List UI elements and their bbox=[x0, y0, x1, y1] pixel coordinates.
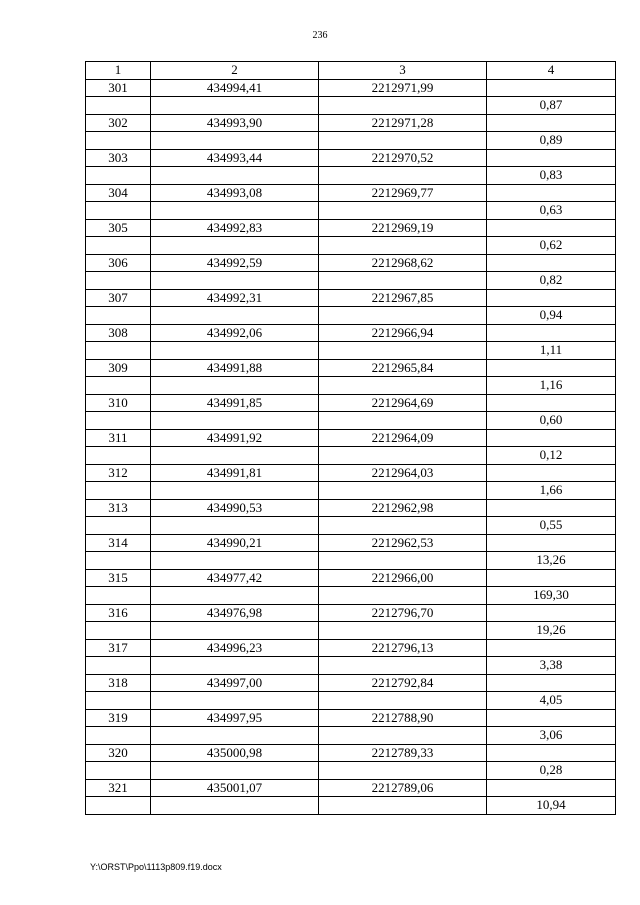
empty-cell bbox=[86, 552, 151, 570]
x-coordinate-cell: 434991,92 bbox=[151, 429, 319, 447]
segment-length-cell: 13,26 bbox=[487, 552, 616, 570]
empty-cell bbox=[319, 202, 487, 220]
empty-cell bbox=[319, 97, 487, 115]
empty-cell bbox=[319, 517, 487, 535]
table-row bbox=[86, 394, 616, 412]
segment-length-cell: 0,28 bbox=[487, 762, 616, 780]
footer-file-path: Y:\ORST\Ppo\1113p809.f19.docx bbox=[90, 862, 222, 872]
empty-cell bbox=[319, 237, 487, 255]
point-number-cell: 318 bbox=[86, 674, 151, 692]
point-number-cell: 307 bbox=[86, 289, 151, 307]
empty-cell bbox=[151, 552, 319, 570]
y-coordinate-cell: 2212796,13 bbox=[319, 639, 487, 657]
empty-cell bbox=[151, 307, 319, 325]
x-coordinate-cell: 434991,85 bbox=[151, 394, 319, 412]
y-coordinate-cell: 2212969,77 bbox=[319, 184, 487, 202]
table-row bbox=[86, 114, 616, 132]
segment-row bbox=[86, 272, 616, 290]
point-number-cell: 303 bbox=[86, 149, 151, 167]
empty-cell bbox=[86, 412, 151, 430]
empty-cell bbox=[319, 762, 487, 780]
empty-cell bbox=[487, 254, 616, 272]
table-row bbox=[86, 709, 616, 727]
empty-cell bbox=[151, 727, 319, 745]
empty-cell bbox=[319, 377, 487, 395]
segment-length-cell: 0,83 bbox=[487, 167, 616, 185]
empty-cell bbox=[151, 517, 319, 535]
table-header-row bbox=[86, 62, 616, 80]
empty-cell bbox=[86, 657, 151, 675]
segment-row bbox=[86, 202, 616, 220]
segment-row bbox=[86, 307, 616, 325]
table-row bbox=[86, 79, 616, 97]
empty-cell bbox=[487, 184, 616, 202]
segment-length-cell: 0,55 bbox=[487, 517, 616, 535]
point-number-cell: 310 bbox=[86, 394, 151, 412]
empty-cell bbox=[151, 272, 319, 290]
column-header-2: 2 bbox=[151, 62, 319, 80]
table-row bbox=[86, 779, 616, 797]
table-row bbox=[86, 464, 616, 482]
empty-cell bbox=[487, 394, 616, 412]
point-number-cell: 306 bbox=[86, 254, 151, 272]
empty-cell bbox=[151, 342, 319, 360]
x-coordinate-cell: 434993,08 bbox=[151, 184, 319, 202]
y-coordinate-cell: 2212792,84 bbox=[319, 674, 487, 692]
x-coordinate-cell: 435000,98 bbox=[151, 744, 319, 762]
point-number-cell: 312 bbox=[86, 464, 151, 482]
empty-cell bbox=[319, 167, 487, 185]
segment-row bbox=[86, 797, 616, 815]
x-coordinate-cell: 434992,59 bbox=[151, 254, 319, 272]
point-number-cell: 319 bbox=[86, 709, 151, 727]
y-coordinate-cell: 2212964,09 bbox=[319, 429, 487, 447]
y-coordinate-cell: 2212970,52 bbox=[319, 149, 487, 167]
point-number-cell: 317 bbox=[86, 639, 151, 657]
segment-row bbox=[86, 377, 616, 395]
segment-row bbox=[86, 517, 616, 535]
segment-length-cell: 0,87 bbox=[487, 97, 616, 115]
empty-cell bbox=[86, 237, 151, 255]
empty-cell bbox=[319, 482, 487, 500]
empty-cell bbox=[86, 727, 151, 745]
segment-length-cell: 1,16 bbox=[487, 377, 616, 395]
empty-cell bbox=[151, 97, 319, 115]
empty-cell bbox=[319, 342, 487, 360]
segment-length-cell: 0,12 bbox=[487, 447, 616, 465]
x-coordinate-cell: 434990,21 bbox=[151, 534, 319, 552]
segment-row bbox=[86, 482, 616, 500]
segment-row bbox=[86, 622, 616, 640]
empty-cell bbox=[151, 692, 319, 710]
empty-cell bbox=[319, 657, 487, 675]
y-coordinate-cell: 2212789,33 bbox=[319, 744, 487, 762]
empty-cell bbox=[86, 762, 151, 780]
segment-row bbox=[86, 97, 616, 115]
segment-row bbox=[86, 237, 616, 255]
table-row bbox=[86, 184, 616, 202]
segment-row bbox=[86, 342, 616, 360]
point-number-cell: 313 bbox=[86, 499, 151, 517]
empty-cell bbox=[151, 482, 319, 500]
empty-cell bbox=[86, 97, 151, 115]
y-coordinate-cell: 2212971,99 bbox=[319, 79, 487, 97]
empty-cell bbox=[151, 167, 319, 185]
empty-cell bbox=[151, 447, 319, 465]
segment-length-cell: 0,89 bbox=[487, 132, 616, 150]
segment-row bbox=[86, 447, 616, 465]
x-coordinate-cell: 434991,88 bbox=[151, 359, 319, 377]
column-header-1: 1 bbox=[86, 62, 151, 80]
y-coordinate-cell: 2212966,94 bbox=[319, 324, 487, 342]
point-number-cell: 301 bbox=[86, 79, 151, 97]
empty-cell bbox=[487, 674, 616, 692]
column-header-4: 4 bbox=[487, 62, 616, 80]
empty-cell bbox=[86, 132, 151, 150]
empty-cell bbox=[487, 534, 616, 552]
point-number-cell: 302 bbox=[86, 114, 151, 132]
empty-cell bbox=[151, 587, 319, 605]
y-coordinate-cell: 2212962,98 bbox=[319, 499, 487, 517]
empty-cell bbox=[86, 797, 151, 815]
point-number-cell: 321 bbox=[86, 779, 151, 797]
segment-row bbox=[86, 167, 616, 185]
empty-cell bbox=[86, 377, 151, 395]
empty-cell bbox=[86, 517, 151, 535]
segment-length-cell: 0,62 bbox=[487, 237, 616, 255]
empty-cell bbox=[487, 114, 616, 132]
segment-length-cell: 1,66 bbox=[487, 482, 616, 500]
empty-cell bbox=[86, 482, 151, 500]
empty-cell bbox=[319, 447, 487, 465]
empty-cell bbox=[151, 622, 319, 640]
empty-cell bbox=[86, 307, 151, 325]
segment-length-cell: 3,06 bbox=[487, 727, 616, 745]
table-row bbox=[86, 534, 616, 552]
x-coordinate-cell: 434992,06 bbox=[151, 324, 319, 342]
empty-cell bbox=[319, 587, 487, 605]
table-row bbox=[86, 254, 616, 272]
empty-cell bbox=[86, 587, 151, 605]
empty-cell bbox=[319, 692, 487, 710]
segment-row bbox=[86, 657, 616, 675]
table-row bbox=[86, 149, 616, 167]
y-coordinate-cell: 2212964,03 bbox=[319, 464, 487, 482]
x-coordinate-cell: 434992,83 bbox=[151, 219, 319, 237]
empty-cell bbox=[86, 167, 151, 185]
x-coordinate-cell: 434996,23 bbox=[151, 639, 319, 657]
x-coordinate-cell: 434997,95 bbox=[151, 709, 319, 727]
point-number-cell: 305 bbox=[86, 219, 151, 237]
empty-cell bbox=[151, 202, 319, 220]
y-coordinate-cell: 2212968,62 bbox=[319, 254, 487, 272]
table-row bbox=[86, 674, 616, 692]
segment-row bbox=[86, 692, 616, 710]
empty-cell bbox=[487, 499, 616, 517]
table-row bbox=[86, 289, 616, 307]
table-row bbox=[86, 324, 616, 342]
empty-cell bbox=[487, 604, 616, 622]
y-coordinate-cell: 2212969,19 bbox=[319, 219, 487, 237]
empty-cell bbox=[487, 359, 616, 377]
table-body bbox=[86, 79, 616, 814]
y-coordinate-cell: 2212789,06 bbox=[319, 779, 487, 797]
empty-cell bbox=[487, 639, 616, 657]
segment-length-cell: 4,05 bbox=[487, 692, 616, 710]
empty-cell bbox=[151, 412, 319, 430]
point-number-cell: 309 bbox=[86, 359, 151, 377]
x-coordinate-cell: 434993,90 bbox=[151, 114, 319, 132]
empty-cell bbox=[487, 709, 616, 727]
segment-length-cell: 0,63 bbox=[487, 202, 616, 220]
point-number-cell: 311 bbox=[86, 429, 151, 447]
empty-cell bbox=[151, 237, 319, 255]
empty-cell bbox=[319, 132, 487, 150]
empty-cell bbox=[151, 762, 319, 780]
y-coordinate-cell: 2212965,84 bbox=[319, 359, 487, 377]
table-row bbox=[86, 219, 616, 237]
empty-cell bbox=[151, 657, 319, 675]
point-number-cell: 308 bbox=[86, 324, 151, 342]
empty-cell bbox=[319, 727, 487, 745]
segment-length-cell: 0,94 bbox=[487, 307, 616, 325]
empty-cell bbox=[151, 132, 319, 150]
segment-length-cell: 10,94 bbox=[487, 797, 616, 815]
table-row bbox=[86, 429, 616, 447]
empty-cell bbox=[487, 219, 616, 237]
empty-cell bbox=[487, 744, 616, 762]
empty-cell bbox=[319, 797, 487, 815]
empty-cell bbox=[151, 377, 319, 395]
x-coordinate-cell: 434994,41 bbox=[151, 79, 319, 97]
empty-cell bbox=[487, 289, 616, 307]
empty-cell bbox=[319, 412, 487, 430]
table-row bbox=[86, 499, 616, 517]
y-coordinate-cell: 2212964,69 bbox=[319, 394, 487, 412]
point-number-cell: 304 bbox=[86, 184, 151, 202]
x-coordinate-cell: 434991,81 bbox=[151, 464, 319, 482]
point-number-cell: 314 bbox=[86, 534, 151, 552]
y-coordinate-cell: 2212966,00 bbox=[319, 569, 487, 587]
segment-row bbox=[86, 587, 616, 605]
y-coordinate-cell: 2212967,85 bbox=[319, 289, 487, 307]
y-coordinate-cell: 2212788,90 bbox=[319, 709, 487, 727]
table-row bbox=[86, 744, 616, 762]
x-coordinate-cell: 434992,31 bbox=[151, 289, 319, 307]
segment-length-cell: 19,26 bbox=[487, 622, 616, 640]
segment-length-cell: 0,60 bbox=[487, 412, 616, 430]
segment-length-cell: 169,30 bbox=[487, 587, 616, 605]
x-coordinate-cell: 434976,98 bbox=[151, 604, 319, 622]
segment-length-cell: 3,38 bbox=[487, 657, 616, 675]
segment-row bbox=[86, 762, 616, 780]
segment-length-cell: 0,82 bbox=[487, 272, 616, 290]
table-row bbox=[86, 359, 616, 377]
empty-cell bbox=[487, 569, 616, 587]
y-coordinate-cell: 2212962,53 bbox=[319, 534, 487, 552]
coordinates-table bbox=[85, 61, 616, 815]
empty-cell bbox=[151, 797, 319, 815]
table-row bbox=[86, 569, 616, 587]
empty-cell bbox=[319, 272, 487, 290]
empty-cell bbox=[86, 622, 151, 640]
page-number: 236 bbox=[312, 30, 328, 41]
empty-cell bbox=[487, 324, 616, 342]
x-coordinate-cell: 434993,44 bbox=[151, 149, 319, 167]
empty-cell bbox=[86, 202, 151, 220]
segment-row bbox=[86, 132, 616, 150]
x-coordinate-cell: 435001,07 bbox=[151, 779, 319, 797]
segment-row bbox=[86, 727, 616, 745]
empty-cell bbox=[319, 307, 487, 325]
empty-cell bbox=[86, 692, 151, 710]
point-number-cell: 316 bbox=[86, 604, 151, 622]
x-coordinate-cell: 434997,00 bbox=[151, 674, 319, 692]
empty-cell bbox=[487, 79, 616, 97]
point-number-cell: 320 bbox=[86, 744, 151, 762]
column-header-3: 3 bbox=[319, 62, 487, 80]
x-coordinate-cell: 434990,53 bbox=[151, 499, 319, 517]
empty-cell bbox=[319, 552, 487, 570]
empty-cell bbox=[86, 272, 151, 290]
empty-cell bbox=[487, 779, 616, 797]
empty-cell bbox=[487, 149, 616, 167]
segment-row bbox=[86, 412, 616, 430]
x-coordinate-cell: 434977,42 bbox=[151, 569, 319, 587]
empty-cell bbox=[487, 429, 616, 447]
y-coordinate-cell: 2212971,28 bbox=[319, 114, 487, 132]
table-row bbox=[86, 639, 616, 657]
empty-cell bbox=[319, 622, 487, 640]
empty-cell bbox=[487, 464, 616, 482]
table-row bbox=[86, 604, 616, 622]
empty-cell bbox=[86, 342, 151, 360]
segment-row bbox=[86, 552, 616, 570]
empty-cell bbox=[86, 447, 151, 465]
segment-length-cell: 1,11 bbox=[487, 342, 616, 360]
y-coordinate-cell: 2212796,70 bbox=[319, 604, 487, 622]
point-number-cell: 315 bbox=[86, 569, 151, 587]
